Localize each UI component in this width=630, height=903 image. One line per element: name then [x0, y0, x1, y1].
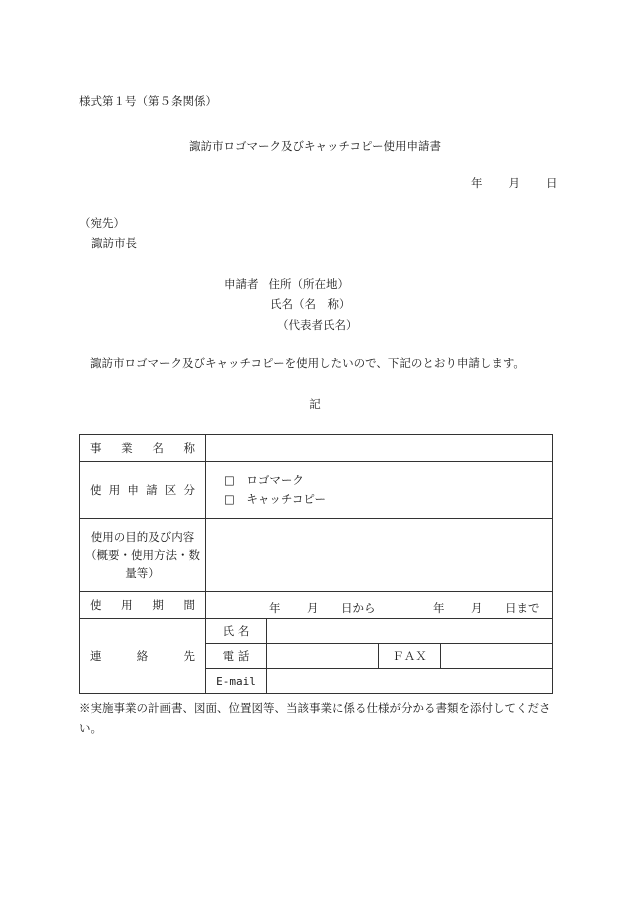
contact-email-field[interactable] [267, 669, 553, 694]
applicant-name-label: 氏名（名 称） [270, 297, 351, 311]
form-number: 様式第１号（第５条関係） [79, 94, 217, 108]
usage-category-options [206, 462, 553, 519]
period-label: 使 用 期 間 [80, 592, 206, 619]
contact-label: 連 絡 先 [80, 619, 206, 694]
option-logo[interactable]: □ ロゴマーク [224, 473, 304, 487]
date-day: 日 [546, 176, 558, 190]
document-title: 諏訪市ロゴマーク及びキャッチコピー使用申請書 [188, 139, 442, 153]
ki-heading: 記 [309, 397, 321, 411]
contact-phone-label: 電 話 [206, 644, 267, 669]
checkbox-icon[interactable]: □ [224, 473, 235, 487]
contact-name-field[interactable] [267, 619, 553, 644]
footnote: ※実施事業の計画書、図面、位置図等、当該事業に係る仕様が分かる書類を添付してください。 [79, 701, 551, 735]
date-month: 月 [508, 176, 520, 190]
applicant-address-row [224, 279, 349, 291]
period-year: 年 [269, 601, 281, 615]
date-year: 年 [471, 176, 483, 190]
business-name-field[interactable] [206, 435, 553, 462]
period-year-end: 年 [433, 601, 445, 615]
applicant-address-label: 住所（所在地） [268, 277, 349, 291]
purpose-field[interactable] [206, 519, 553, 592]
contact-phone-field[interactable] [267, 644, 379, 669]
addressee-name: 諏訪市長 [91, 236, 137, 250]
contact-email-label: E-mail [206, 669, 267, 694]
period-field[interactable] [206, 592, 553, 619]
period-until: 日まで [505, 601, 540, 615]
period-from: 日から [341, 601, 376, 615]
application-table [79, 434, 553, 694]
request-statement: 諏訪市ロゴマーク及びキャッチコピーを使用したいので、下記のとおり申請します。 [90, 356, 525, 370]
period-month: 月 [307, 601, 319, 615]
contact-name-label: 氏 名 [206, 619, 267, 644]
applicant-rep-label: （代表者氏名） [277, 318, 358, 332]
contact-fax-field[interactable] [441, 644, 553, 669]
applicant-label: 申請者 [224, 277, 259, 291]
purpose-label: 使用の目的及び内容 （概要・使用方法・数 量等） [80, 519, 206, 592]
option-catchcopy[interactable]: □ キャッチコピー [224, 492, 326, 506]
period-month-end: 月 [471, 601, 483, 615]
usage-category-label: 使 用 申 請 区 分 [80, 462, 206, 519]
addressee-label: （宛先） [79, 216, 125, 230]
contact-fax-label: ＦＡＸ [379, 644, 441, 669]
checkbox-icon[interactable]: □ [224, 492, 235, 506]
date-line [471, 178, 558, 190]
business-name-label: 事 業 名 称 [80, 435, 206, 462]
